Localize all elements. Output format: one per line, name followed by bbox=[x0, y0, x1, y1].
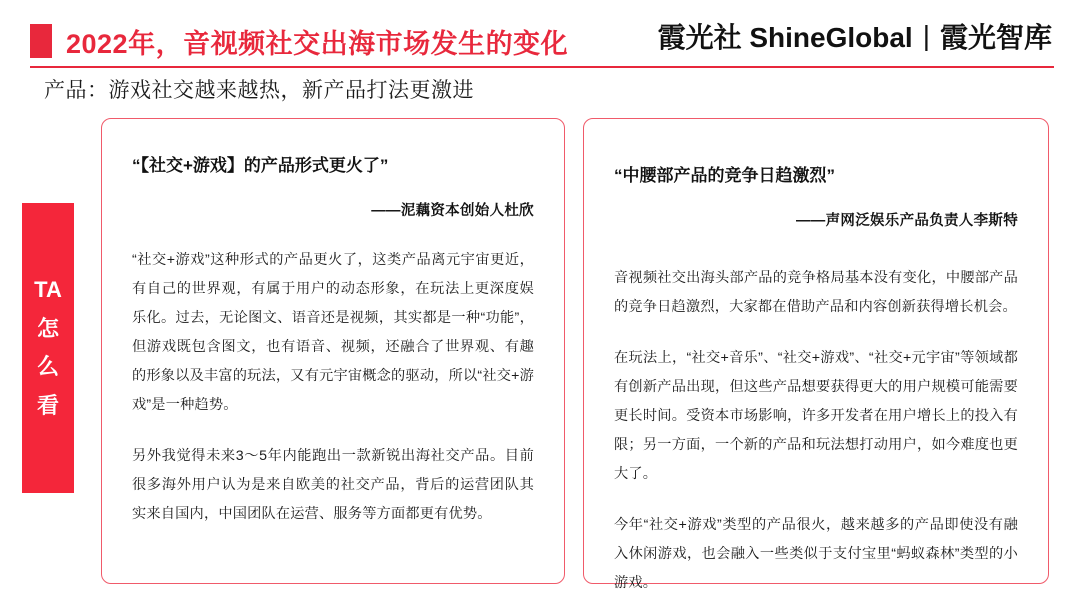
section-subtitle: 产品：游戏社交越来越热，新产品打法更激进 bbox=[44, 79, 474, 102]
quote-card-right-content bbox=[584, 119, 1048, 599]
quote-body bbox=[132, 246, 534, 530]
brand-separator: | bbox=[922, 20, 930, 51]
quote-paragraph: 音视频社交出海头部产品的竞争格局基本没有变化，中腰部产品的竞争日趋激烈，大家都在借助产品和内容创新获得增长机会。 bbox=[614, 269, 1018, 315]
quote-attribution: ——声网泛娱乐产品负责人李斯特 bbox=[796, 212, 1018, 229]
quote-attribution: ——泥藕资本创始人杜欣 bbox=[371, 202, 534, 219]
quote-paragraph: 在玩法上，“社交+音乐”、“社交+游戏”、“社交+元宇宙”等领域都有创新产品出现，但这些产品想要获得更大的用户规模可能需要更长时间。受资本市场影响，许多开发者在用户增长上的投入有限；另一方面，一个新的产品和玩法想打动用户，如今难度也更大了。 bbox=[614, 349, 1018, 483]
brand-name-sub: 霞光智库 bbox=[939, 22, 1052, 53]
quote-title: “【社交+游戏】的产品形式更火了” bbox=[132, 156, 389, 175]
quote-card-right bbox=[583, 118, 1049, 592]
side-tab-char-3: 么 bbox=[36, 354, 59, 379]
side-tab-char-2: 怎 bbox=[36, 315, 59, 341]
page-title: 2022年，音视频社交出海市场发生的变化 bbox=[66, 28, 569, 59]
quote-title: “中腰部产品的竞争日趋激烈” bbox=[614, 166, 835, 185]
side-tab-char-1: TA bbox=[34, 277, 62, 302]
header-accent-bar bbox=[30, 24, 52, 58]
quote-paragraph: 今年“社交+游戏”类型的产品很火，越来越多的产品即使没有融入休闲游戏，也会融入一些类似于支付宝里“蚂蚁森林”类型的小游戏。 bbox=[614, 517, 1018, 592]
quote-paragraph: 另外我觉得未来3～5年内能跑出一款新锐出海社交产品。目前很多海外用户认为是来自欧美的社交产品，背后的运营团队其实来自国内，中国团队在运营、服务等方面都更有优势。 bbox=[132, 448, 534, 523]
quote-card-left bbox=[101, 118, 565, 584]
side-tab-ta-view bbox=[22, 203, 74, 493]
header-divider bbox=[30, 66, 1054, 68]
quote-body bbox=[614, 264, 1018, 599]
brand-name-main: 霞光社 ShineGlobal bbox=[657, 22, 913, 53]
brand-logo bbox=[658, 16, 1052, 56]
side-tab-char-4: 看 bbox=[36, 392, 59, 418]
quote-paragraph: “社交+游戏”这种形式的产品更火了，这类产品离元宇宙更近，有自己的世界观，有属于用户的动态形象，在玩法上更深度娱乐化。过去，无论图文、语音还是视频，其实都是一种“功能”，但游戏既包含图文，也有语音、视频，还融合了世界观、有趣的形象以及丰富的玩法，又有元宇宙概念的驱动，所以“社交+游戏”是一种趋势。 bbox=[132, 251, 534, 414]
quote-card-left-content bbox=[102, 119, 564, 529]
